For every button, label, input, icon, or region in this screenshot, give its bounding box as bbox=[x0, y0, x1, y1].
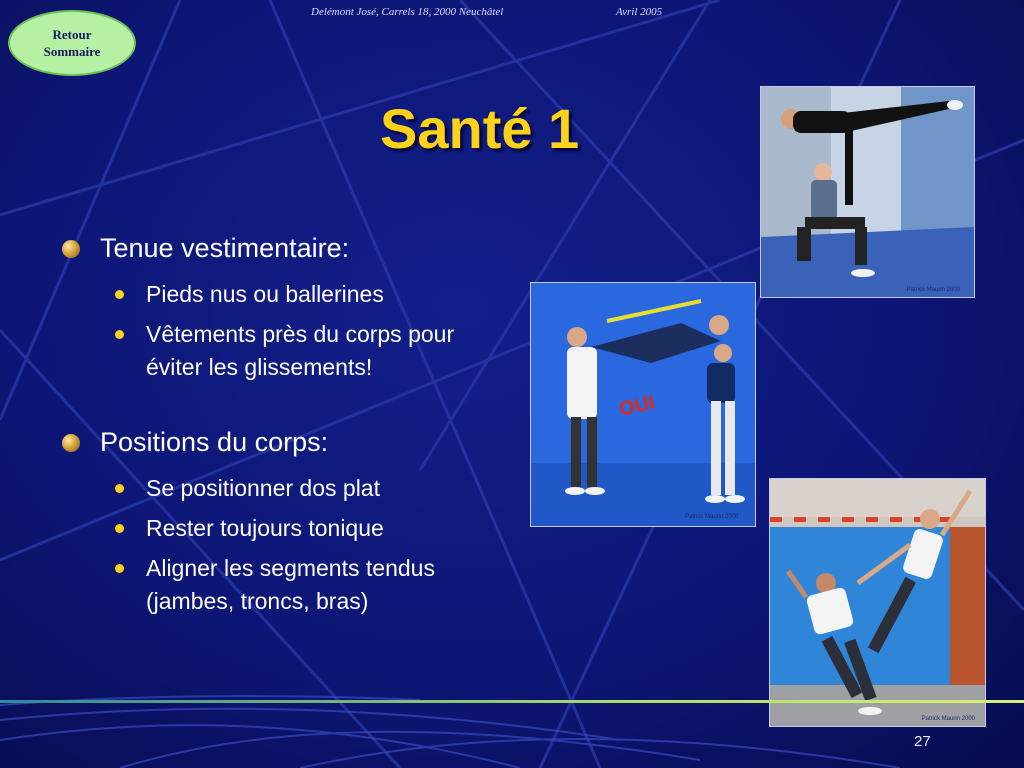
slide-number: 27 bbox=[914, 733, 931, 750]
photo-acrobatics-counterbalance bbox=[769, 478, 986, 727]
section-heading-positions bbox=[62, 427, 328, 458]
list-item bbox=[118, 472, 498, 505]
list-item-label: Se positionner dos plat bbox=[146, 475, 380, 501]
photo-credit: Patrick Maurin 2000 bbox=[685, 514, 739, 520]
photo-acrobatics-carry-image bbox=[531, 283, 755, 526]
photo-credit: Patrick Maurin 2000 bbox=[921, 716, 975, 722]
sommaire-label: Sommaire bbox=[43, 44, 101, 59]
retour-label: Retour bbox=[52, 27, 92, 42]
bullet-dot-icon bbox=[115, 484, 124, 493]
bottom-divider bbox=[0, 700, 1024, 703]
photo-acrobatics-counterbalance-image bbox=[770, 479, 985, 726]
list-item-label: Aligner les segments tendus (jambes, troncs, bras) bbox=[146, 555, 435, 614]
bullet-dot-icon bbox=[115, 290, 124, 299]
photo-acrobatics-carry bbox=[530, 282, 756, 527]
retour-sommaire-button[interactable] bbox=[8, 10, 136, 76]
header-date: Avril 2005 bbox=[616, 6, 663, 18]
bullet-dot-icon bbox=[115, 564, 124, 573]
photo-acrobatics-handstand bbox=[760, 86, 975, 298]
bullet-ball-icon bbox=[62, 434, 80, 452]
photo-acrobatics-handstand-image bbox=[761, 87, 974, 297]
slide-title: Santé 1 bbox=[380, 97, 580, 160]
bullet-dot-icon bbox=[115, 330, 124, 339]
section-heading-tenue bbox=[62, 233, 349, 264]
list-item-label: Pieds nus ou ballerines bbox=[146, 281, 384, 307]
oui-label: OUI bbox=[617, 391, 657, 421]
bullet-ball-icon bbox=[62, 240, 80, 258]
section-heading-label: Tenue vestimentaire: bbox=[100, 233, 350, 263]
list-item-label: Vêtements près du corps pour éviter les glissements! bbox=[146, 321, 455, 380]
list-item bbox=[118, 552, 448, 618]
list-item bbox=[118, 512, 498, 545]
section-heading-label: Positions du corps: bbox=[100, 427, 329, 457]
header-author: Delémont José, Carrels 18, 2000 Neuchâtel bbox=[311, 6, 504, 18]
photo-credit: Patrick Maurin 2000 bbox=[906, 287, 960, 293]
bullet-dot-icon bbox=[115, 524, 124, 533]
list-item bbox=[118, 278, 498, 311]
list-item bbox=[118, 318, 478, 384]
list-item-label: Rester toujours tonique bbox=[146, 515, 384, 541]
